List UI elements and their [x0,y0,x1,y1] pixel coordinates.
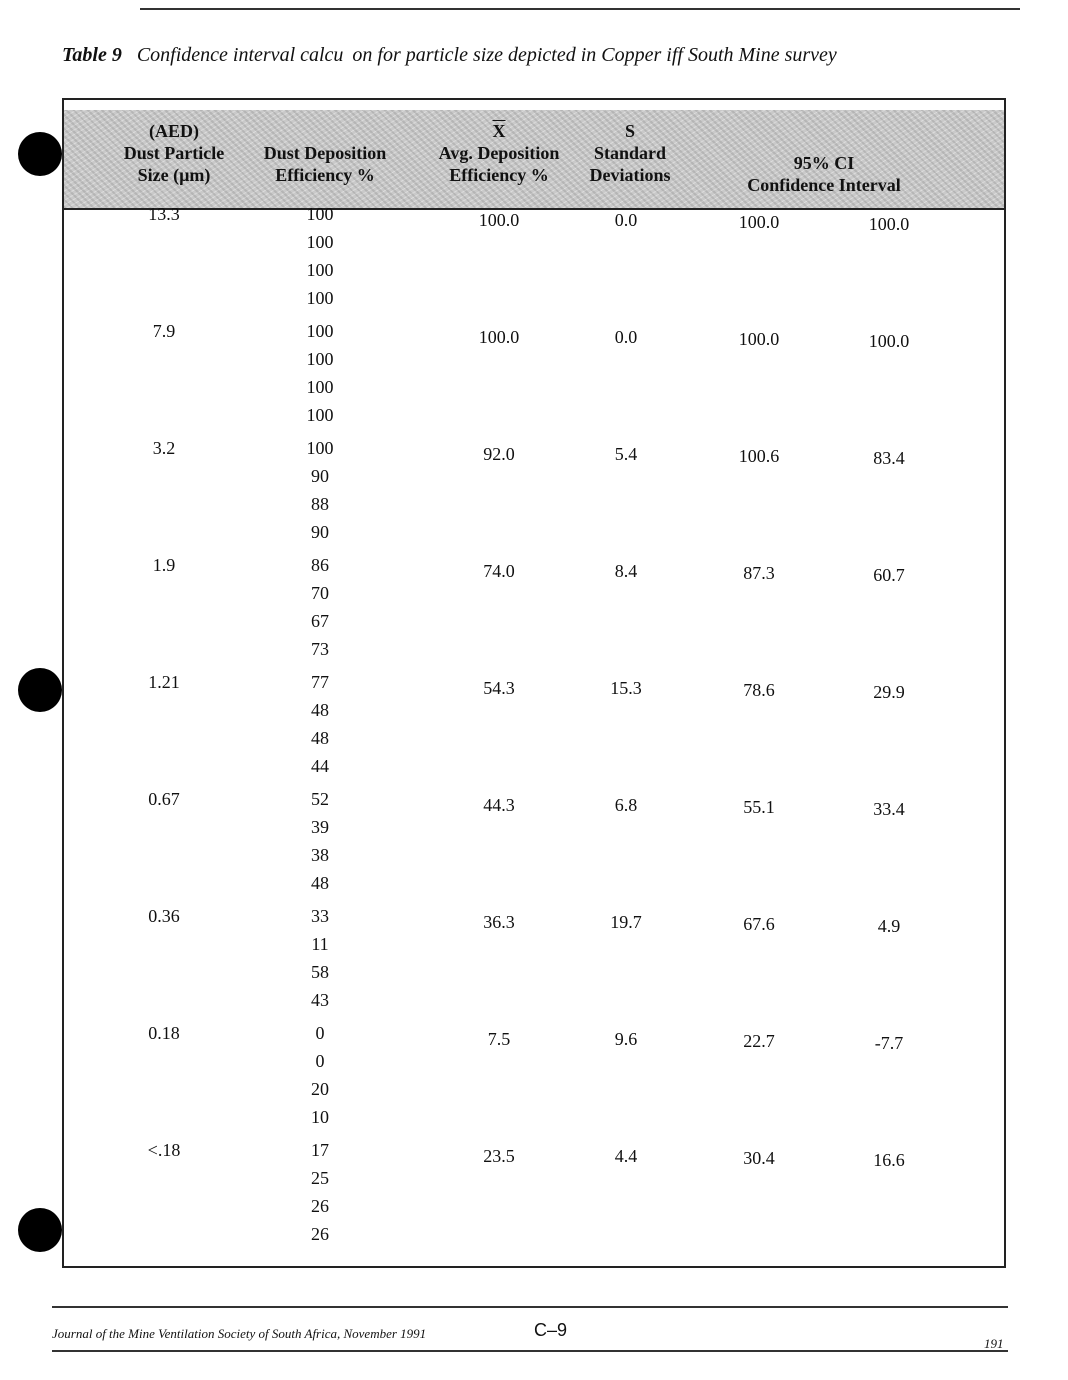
cell-deposition-efficiency: 100 [306,377,334,397]
header-line: $\overline{X}$ [492,121,506,141]
header-line: Deviations [589,165,671,185]
binder-hole-bottom [18,1208,62,1252]
cell-ci-upper: 78.6 [743,680,775,700]
cell-ci-upper: 30.4 [743,1148,775,1168]
cell-deposition-efficiency: 52 [311,789,329,809]
cell-ci-lower: 4.9 [877,916,901,936]
header-deposition-efficiency [250,142,400,186]
cell-deposition-efficiency: 77 [311,672,329,692]
cell-deposition-efficiency: 17 [311,1140,329,1160]
cell-ci-lower: 83.4 [873,448,905,468]
cell-deposition-efficiency: 48 [311,728,329,748]
table-caption [62,44,982,67]
footer-rule-bottom [52,1350,1008,1352]
cell-deposition-efficiency: 70 [311,583,329,603]
cell-deposition-efficiency: 25 [311,1168,329,1188]
cell-deposition-efficiency: 58 [311,962,329,982]
cell-deposition-efficiency: 90 [311,466,329,486]
header-particle-size [104,120,244,186]
cell-ci-upper: 100.0 [738,212,780,232]
cell-particle-size: 7.9 [152,321,176,341]
cell-avg-deposition: 23.5 [483,1146,515,1166]
cell-standard-deviation: 6.8 [614,795,638,815]
cell-standard-deviation: 19.7 [610,912,642,932]
cell-avg-deposition: 92.0 [483,444,515,464]
cell-deposition-efficiency: 44 [311,756,329,776]
cell-deposition-efficiency: 10 [311,1107,329,1127]
cell-avg-deposition: 44.3 [483,795,515,815]
cell-standard-deviation: 15.3 [610,678,642,698]
cell-deposition-efficiency: 100 [306,204,334,224]
cell-deposition-efficiency: 100 [306,288,334,308]
cell-deposition-efficiency: 100 [306,405,334,425]
cell-standard-deviation: 5.4 [614,444,638,464]
cell-deposition-efficiency: 48 [311,873,329,893]
cell-deposition-efficiency: 43 [311,990,329,1010]
cell-ci-upper: 67.6 [743,914,775,934]
cell-deposition-efficiency: 39 [311,817,329,837]
header-line: Dust Particle [123,143,225,163]
cell-standard-deviation: 0.0 [614,327,638,347]
header-line: Avg. Deposition [438,143,560,163]
cell-ci-lower: 60.7 [873,565,905,585]
cell-deposition-efficiency: 100 [306,321,334,341]
footer-journal: Journal of the Mine Ventilation Society of South Africa, November 1991 [52,1326,427,1341]
footer-code: C–9 [534,1320,568,1340]
cell-particle-size: 3.2 [152,438,176,458]
cell-ci-lower: 16.6 [873,1150,905,1170]
cell-deposition-efficiency: 67 [311,611,329,631]
cell-standard-deviation: 4.4 [614,1146,638,1166]
cell-ci-upper: 100.0 [738,329,780,349]
top-rule [140,8,1020,10]
data-table [62,98,1006,1268]
cell-deposition-efficiency: 48 [311,700,329,720]
cell-ci-lower: 29.9 [873,682,905,702]
header-line: Confidence Interval [747,175,901,195]
cell-standard-deviation: 0.0 [614,210,638,230]
cell-ci-upper: 87.3 [743,563,775,583]
header-line: Efficiency % [449,165,549,185]
cell-deposition-efficiency: 11 [311,934,329,954]
header-standard-deviation [580,120,680,186]
cell-deposition-efficiency: 86 [311,555,329,575]
header-line: Standard [593,143,667,163]
cell-particle-size: 1.21 [148,672,180,692]
table-caption-text: Confidence interval calcu on for particle size depicted in Copper iff South Mine survey [136,44,837,66]
header-line: (AED) [149,121,199,141]
cell-particle-size: 13.3 [148,204,180,224]
cell-deposition-efficiency: 20 [311,1079,329,1099]
cell-ci-upper: 100.6 [738,446,780,466]
cell-deposition-efficiency: 26 [311,1224,329,1244]
header-confidence-interval [724,152,924,196]
cell-ci-lower: 100.0 [868,214,910,234]
cell-particle-size: <.18 [147,1140,181,1160]
cell-standard-deviation: 9.6 [614,1029,638,1049]
cell-particle-size: 0.36 [148,906,180,926]
cell-avg-deposition: 36.3 [483,912,515,932]
cell-ci-lower: 33.4 [873,799,905,819]
binder-hole-top [18,132,62,176]
header-line: Size (µm) [137,165,211,185]
table-label: Table 9 [62,44,122,66]
header-line: S [624,121,635,141]
cell-deposition-efficiency: 0 [315,1051,325,1071]
cell-deposition-efficiency: 100 [306,260,334,280]
header-avg-deposition [424,120,574,186]
footer-rule-top [52,1306,1008,1308]
header-line: Efficiency % [275,165,375,185]
cell-ci-upper: 22.7 [743,1031,775,1051]
cell-ci-upper: 55.1 [743,797,775,817]
footer-page-number: 191 [984,1336,1004,1351]
header-line: 95% CI [793,153,855,173]
cell-deposition-efficiency: 90 [311,522,329,542]
cell-ci-lower: -7.7 [874,1033,904,1053]
cell-deposition-efficiency: 38 [311,845,329,865]
cell-deposition-efficiency: 73 [311,639,329,659]
binder-hole-middle [18,668,62,712]
cell-avg-deposition: 74.0 [483,561,515,581]
cell-deposition-efficiency: 100 [306,232,334,252]
cell-particle-size: 1.9 [152,555,176,575]
cell-ci-lower: 100.0 [868,331,910,351]
cell-particle-size: 0.18 [148,1023,180,1043]
cell-avg-deposition: 100.0 [478,327,520,347]
cell-particle-size: 0.67 [148,789,180,809]
cell-avg-deposition: 7.5 [487,1029,511,1049]
cell-avg-deposition: 54.3 [483,678,515,698]
header-line: Dust Deposition [263,143,387,163]
cell-standard-deviation: 8.4 [614,561,638,581]
cell-deposition-efficiency: 100 [306,438,334,458]
cell-deposition-efficiency: 26 [311,1196,329,1216]
table-header [64,110,1004,210]
cell-avg-deposition: 100.0 [478,210,520,230]
cell-deposition-efficiency: 0 [315,1023,325,1043]
cell-deposition-efficiency: 100 [306,349,334,369]
cell-deposition-efficiency: 33 [311,906,329,926]
cell-deposition-efficiency: 88 [311,494,329,514]
